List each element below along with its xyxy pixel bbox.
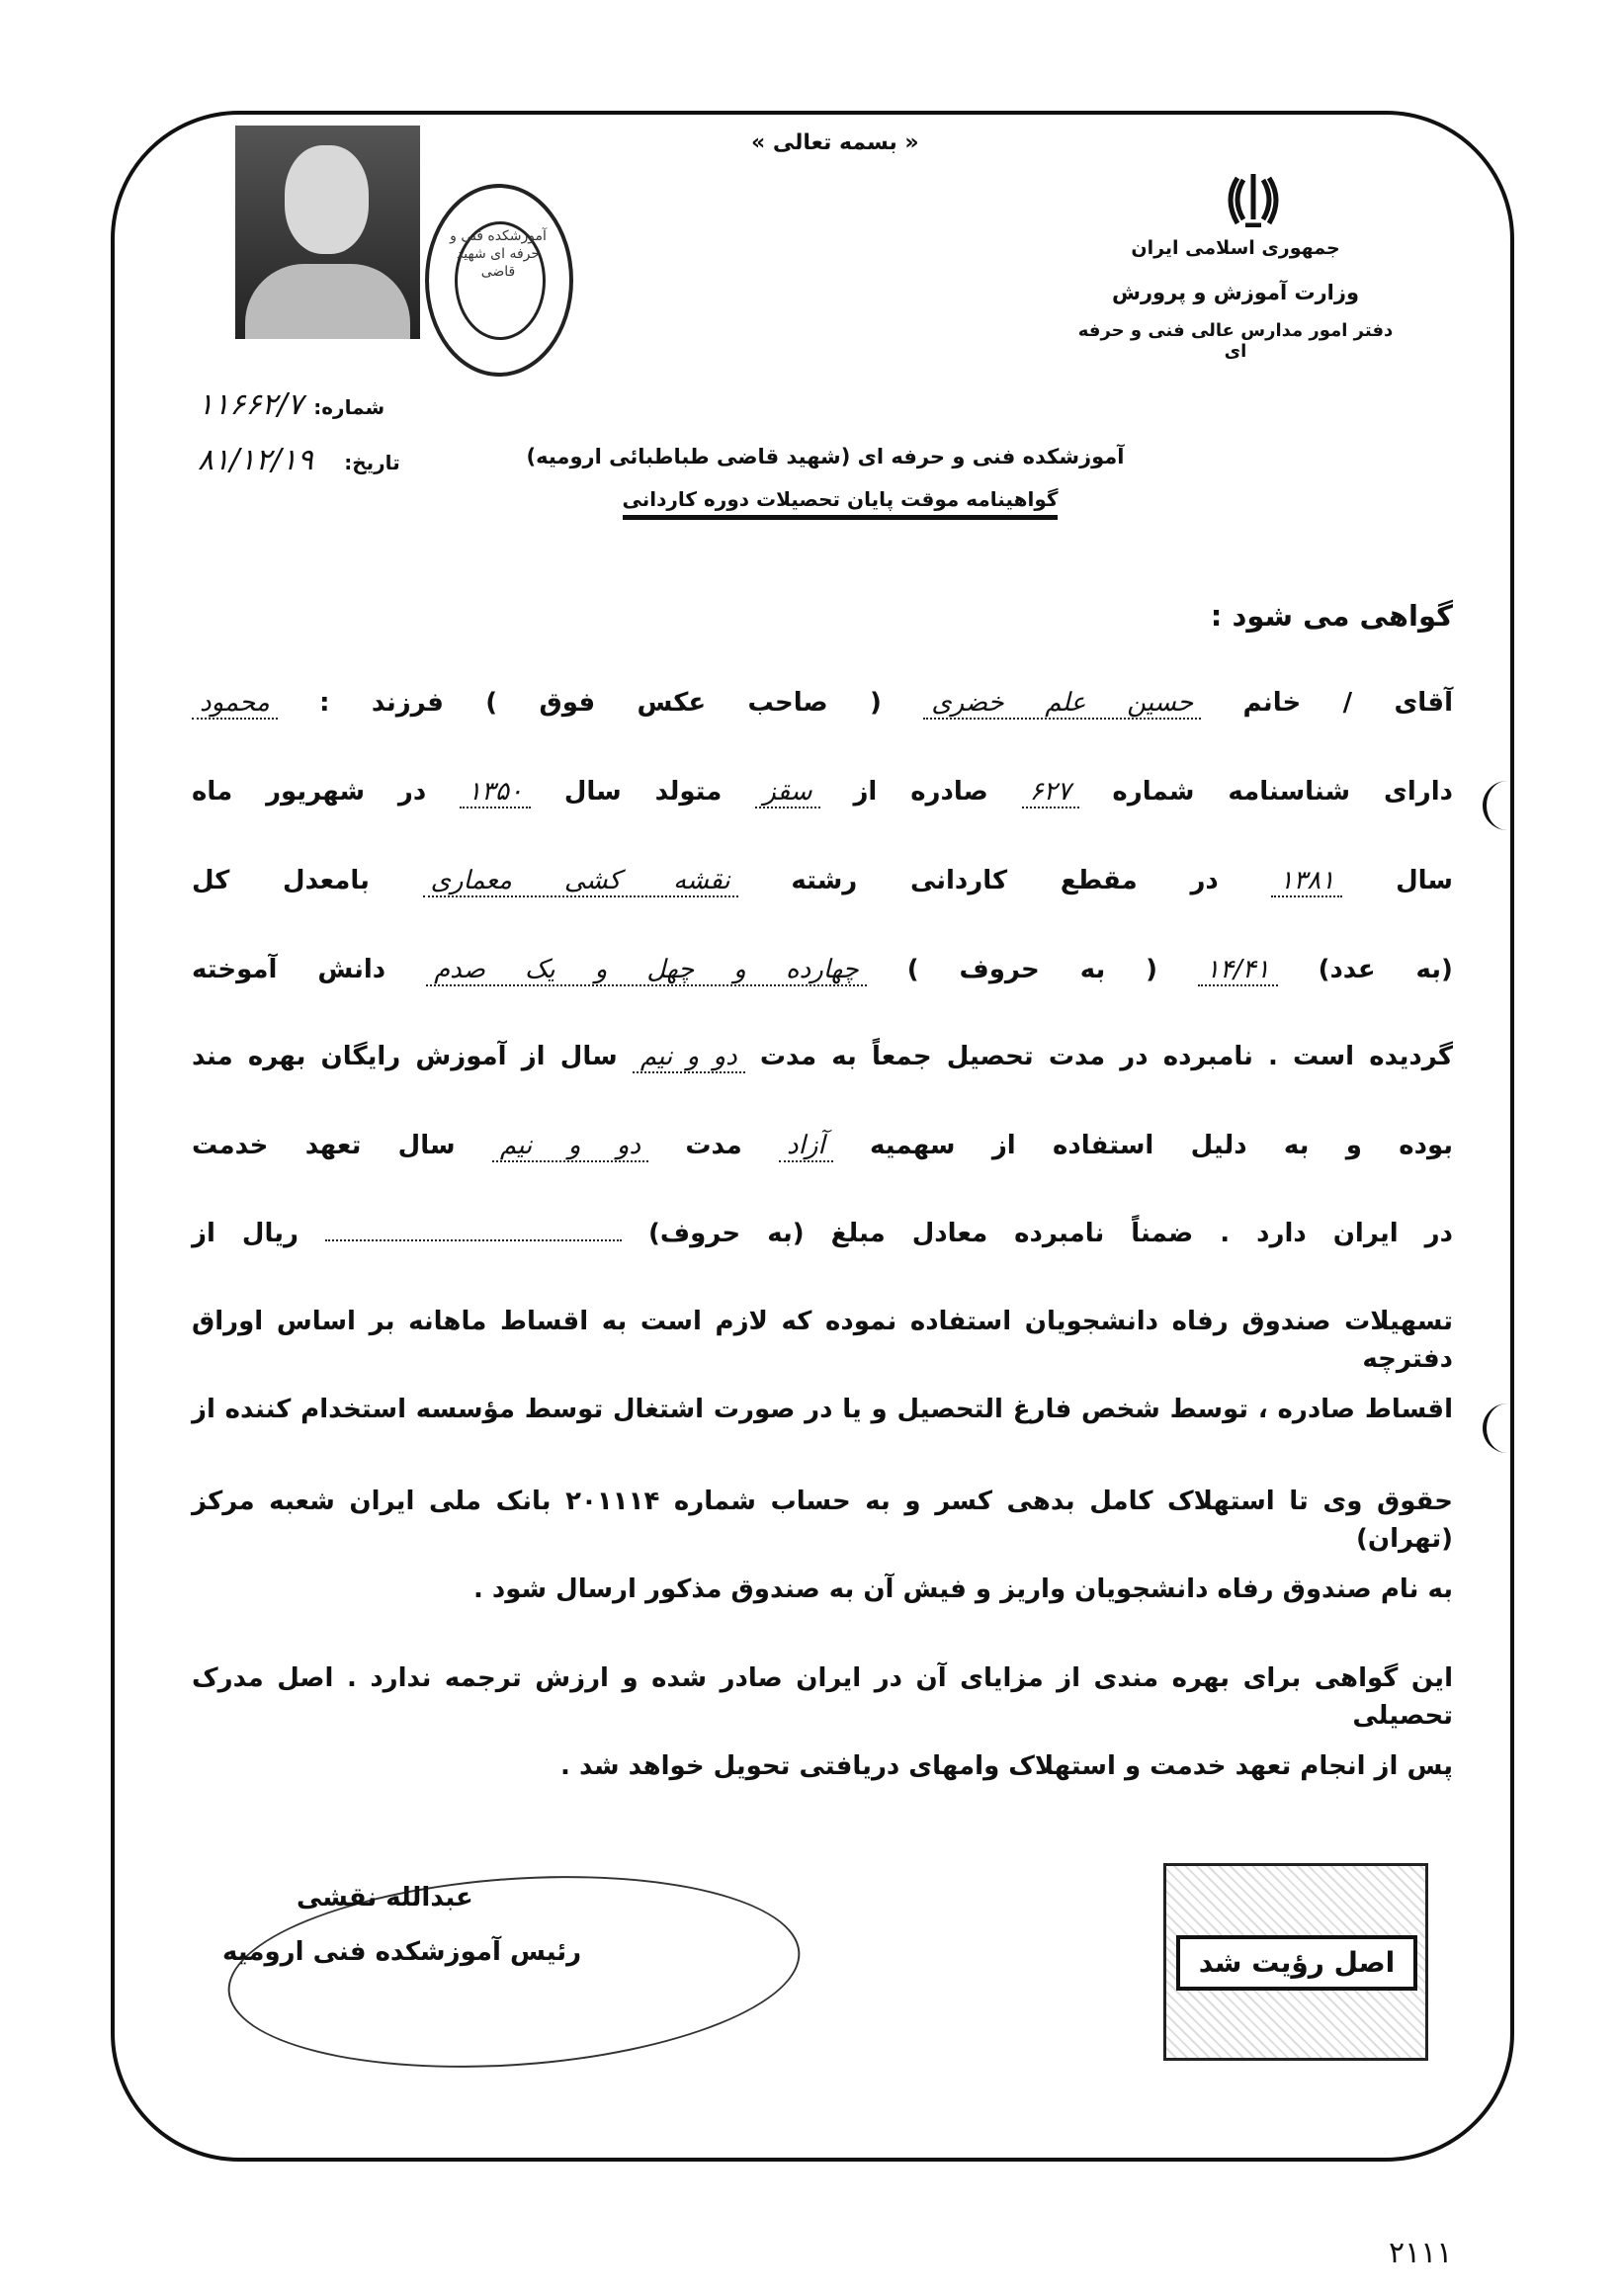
body-line-9: اقساط صادره ، توسط شخص فارغ التحصیل و یا در صورت اشتغال توسط مؤسسه استخدام کننده از xyxy=(192,1395,1453,1424)
document-title: گواهینامه موقت پایان تحصیلات دوره کاردانی xyxy=(573,487,1107,511)
name-field: حسین علم خضری xyxy=(923,688,1201,720)
body-line-2: دارای شناسنامه شماره ۶۲۷ صادره از سقز متولد سال ۱۳۵۰ در شهریور ماه xyxy=(192,777,1453,807)
iran-emblem-icon xyxy=(1226,170,1281,227)
org-line-1: جمهوری اسلامی ایران xyxy=(1131,237,1340,259)
signatory-title: رئیس آموزشکده فنی ارومیه xyxy=(222,1937,582,1967)
body-line-6: بوده و به دلیل استفاده از سهمیه آزاد مدت دو و نیم سال تعهد خدمت xyxy=(192,1131,1454,1160)
doc-date: تاریخ: ۸۱/۱۲/۱۹ xyxy=(198,443,400,477)
body-line-11: به نام صندوق رفاه دانشجویان واریز و فیش آن به صندوق مذکور ارسال شود . xyxy=(472,1574,1453,1604)
portrait-photo xyxy=(235,126,420,339)
father-field: محمود xyxy=(192,688,278,720)
body-line-12: این گواهی برای بهره مندی از مزایای آن در ایران صادر شده و ارزش ترجمه ندارد . اصل مدرک تحصیلی xyxy=(192,1663,1453,1731)
bismillah: « بسمه تعالی » xyxy=(751,130,919,155)
signatory-name: عبدالله نقشی xyxy=(297,1883,473,1913)
body-line-13: پس از انجام تعهد خدمت و استهلاک وامهای دریافتی تحویل خواهد شد . xyxy=(560,1751,1453,1781)
doc-number: شماره: ۱۱۶۶۲/۷ xyxy=(198,387,385,422)
verification-stamp: اصل رؤیت شد xyxy=(1163,1863,1428,2061)
org-line-3: دفتر امور مدارس عالی فنی و حرفه ای xyxy=(1077,320,1394,362)
body-line-10: حقوق وی تا استهلاک کامل بدهی کسر و به حساب شماره ۲۰۱۱۱۴ بانک ملی ایران شعبه مرکز (تهران) xyxy=(192,1487,1454,1554)
certify-intro: گواهی می شود : xyxy=(1210,599,1453,633)
body-line-4: (به عدد) ۱۴/۴۱ ( به حروف ) چهارده و چهل و یک صدم دانش آموخته xyxy=(192,955,1453,984)
seal-text: آموزشکده فنی و حرفه ای شهید قاضی xyxy=(450,228,547,280)
body-line-1: آقای / خانم حسین علم خضری ( صاحب عکس فوق ) فرزند : محمود xyxy=(192,684,1453,722)
org-line-2: وزارت آموزش و پرورش xyxy=(1111,281,1360,304)
institute-seal xyxy=(425,184,573,377)
body-line-8: تسهیلات صندوق رفاه دانشجویان استفاده نموده که لازم است به اقساط ماهانه بر اساس اوراق دفترچه xyxy=(192,1307,1453,1374)
body-line-3: سال ۱۳۸۱ در مقطع کاردانی رشته نقشه کشی معماری بامعدل کل xyxy=(192,866,1453,895)
institute-name: آموزشکده فنی و حرفه ای (شهید قاضی طباطبائی ارومیه) xyxy=(526,445,1125,468)
body-line-7: در ایران دارد . ضمناً نامبرده معادل مبلغ (به حروف) ریال از xyxy=(192,1219,1453,1248)
page-number: ۲۱۱۱ xyxy=(1389,2236,1453,2270)
body-line-5: گردیده است . نامبرده در مدت تحصیل جمعاً به مدت دو و نیم سال از آموزش رایگان بهره مند xyxy=(192,1042,1453,1071)
